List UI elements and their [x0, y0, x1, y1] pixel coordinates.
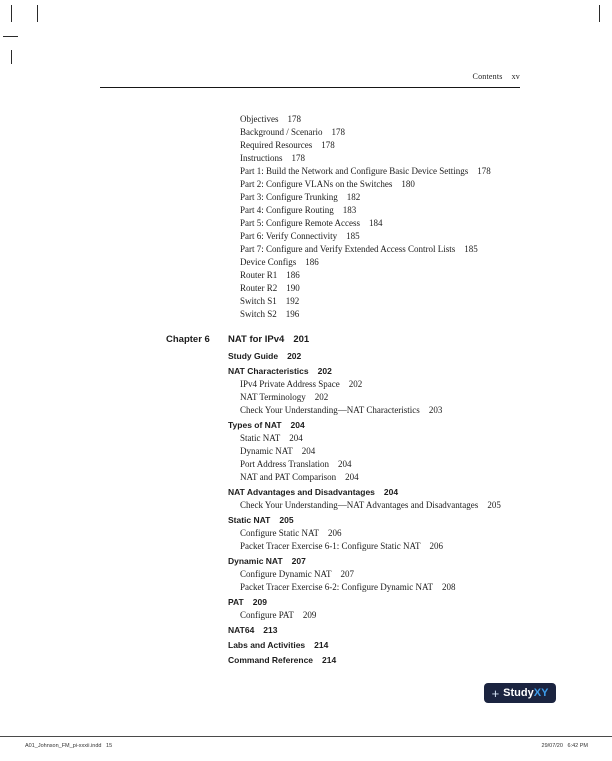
toc-entry-page-number: 202	[287, 351, 302, 361]
toc-entry-label: Configure Static NAT	[240, 528, 319, 538]
toc-entry	[240, 282, 612, 295]
toc-entry-label: Check Your Understanding—NAT Advantages and Disadvantages	[240, 500, 479, 510]
toc-entry-page-number: 208	[441, 582, 456, 592]
toc-entry-label: Router R1	[240, 270, 278, 280]
toc-section-heading	[228, 555, 612, 568]
toc-entry	[240, 139, 612, 152]
chapter-title: NAT for IPv4	[228, 334, 285, 345]
toc-entry	[240, 391, 612, 404]
toc-section-heading	[228, 624, 612, 637]
toc-entry-page-number: 204	[345, 472, 359, 482]
toc-entry	[240, 581, 612, 594]
toc-entry-page-number: 207	[340, 569, 354, 579]
toc-entry	[240, 609, 612, 622]
toc-entry	[240, 445, 612, 458]
toc-entry-label: NAT Advantages and Disadvantages	[228, 487, 375, 497]
toc-chapter-entry-list	[0, 350, 612, 667]
toc-entry-label: Static NAT	[240, 433, 281, 443]
toc-entry	[240, 152, 612, 165]
toc-entry-page-number: 196	[285, 309, 300, 319]
chapter-heading-row	[166, 333, 612, 347]
crop-mark	[599, 5, 600, 22]
toc-entry-page-number: 182	[346, 192, 361, 202]
toc-entry	[240, 204, 612, 217]
toc-entry-label: Part 3: Configure Trunking	[240, 192, 338, 202]
toc-entry-label: Device Configs	[240, 257, 297, 267]
footer-timestamp: 29/07/20 6:42 PM	[541, 743, 588, 749]
toc-entry	[240, 269, 612, 282]
toc-entry-label: Objectives	[240, 114, 279, 124]
toc-section-heading	[228, 639, 612, 652]
crop-mark	[11, 5, 12, 22]
toc-entry-page-number: 205	[487, 500, 501, 510]
toc-entry-page-number: 178	[291, 153, 305, 163]
toc-entry-label: Command Reference	[228, 655, 314, 665]
toc-entry-label: PAT	[228, 597, 244, 607]
toc-entry-page-number: 202	[314, 392, 329, 402]
toc-entry-page-number: 192	[285, 296, 300, 306]
toc-entry	[240, 256, 612, 269]
toc-entry-label: Port Address Translation	[240, 459, 330, 469]
chapter-page-number: 201	[293, 334, 310, 345]
toc-entry-page-number: 205	[279, 515, 294, 525]
toc-entry	[240, 499, 612, 512]
logo-text-accent: XY	[533, 687, 549, 699]
toc-entry-label: NAT Terminology	[240, 392, 306, 402]
toc-entry-page-number: 207	[291, 556, 306, 566]
logo-text-wrap	[503, 687, 548, 699]
crop-mark	[11, 50, 12, 64]
studyxy-logo	[484, 683, 556, 703]
toc-entry	[240, 378, 612, 391]
footer-file-slug: A01_Johnson_FM_pi-xxxii.indd 15	[25, 743, 113, 749]
toc-entry-label: NAT64	[228, 625, 255, 635]
toc-entry-page-number: 206	[429, 541, 443, 551]
toc-entry-page-number: 180	[401, 179, 415, 189]
running-head	[473, 72, 520, 81]
toc-entry	[240, 243, 612, 256]
toc-entry-page-number: 213	[263, 625, 278, 635]
toc-entry	[240, 404, 612, 417]
toc-entry-label: Part 5: Configure Remote Access	[240, 218, 360, 228]
toc-entry-page-number: 186	[305, 257, 319, 267]
toc-entry	[240, 191, 612, 204]
toc-continuation-list	[0, 113, 612, 321]
toc-entry-label: Static NAT	[228, 515, 271, 525]
toc-entry-label: Configure Dynamic NAT	[240, 569, 332, 579]
header-rule	[100, 87, 520, 88]
toc-entry-page-number: 186	[286, 270, 300, 280]
toc-entry	[240, 230, 612, 243]
toc-entry-label: Study Guide	[228, 351, 279, 361]
toc-entry	[240, 527, 612, 540]
toc-entry-page-number: 209	[302, 610, 317, 620]
toc-entry-label: Packet Tracer Exercise 6-2: Configure Dynamic NAT	[240, 582, 433, 592]
toc-entry	[240, 178, 612, 191]
running-head-page-number: xv	[511, 72, 520, 81]
toc-entry	[240, 295, 612, 308]
toc-entry-label: Part 2: Configure VLANs on the Switches	[240, 179, 393, 189]
toc-entry-label: Background / Scenario	[240, 127, 323, 137]
toc-entry	[240, 165, 612, 178]
toc-entry	[240, 540, 612, 553]
running-head-title: Contents	[472, 72, 503, 81]
toc-entry-label: NAT Characteristics	[228, 366, 309, 376]
toc-entry-page-number: 204	[289, 433, 303, 443]
toc-entry	[240, 217, 612, 230]
chapter-label: Chapter 6	[166, 334, 210, 345]
toc-entry-page-number: 185	[464, 244, 478, 254]
toc-section-heading	[228, 419, 612, 432]
toc-entry-label: Instructions	[240, 153, 283, 163]
toc-entry-page-number: 214	[314, 640, 329, 650]
plus-icon: +	[491, 685, 500, 701]
toc-entry	[240, 471, 612, 484]
table-of-contents	[0, 113, 612, 667]
toc-section-heading	[228, 350, 612, 363]
toc-entry-page-number: 204	[301, 446, 316, 456]
toc-section-heading	[228, 365, 612, 378]
crop-mark	[37, 5, 38, 22]
toc-entry-page-number: 206	[328, 528, 342, 538]
toc-entry-label: Part 4: Configure Routing	[240, 205, 334, 215]
toc-entry-page-number: 178	[477, 166, 491, 176]
toc-entry-page-number: 185	[346, 231, 360, 241]
toc-entry-label: Switch S2	[240, 309, 277, 319]
toc-entry-page-number: 190	[286, 283, 300, 293]
toc-entry-page-number: 204	[383, 487, 399, 497]
toc-entry-label: Router R2	[240, 283, 278, 293]
toc-entry-page-number: 209	[252, 597, 267, 607]
toc-section-heading	[228, 654, 612, 667]
toc-entry-label: Switch S1	[240, 296, 277, 306]
toc-entry-page-number: 203	[428, 405, 443, 415]
toc-entry-page-number: 184	[368, 218, 383, 228]
toc-entry-label: Types of NAT	[228, 420, 282, 430]
toc-entry-label: Configure PAT	[240, 610, 294, 620]
toc-entry-page-number: 178	[287, 114, 301, 124]
toc-section-heading	[228, 596, 612, 609]
toc-entry-label: Packet Tracer Exercise 6-1: Configure Static NAT	[240, 541, 421, 551]
toc-entry	[240, 458, 612, 471]
toc-entry-page-number: 178	[321, 140, 335, 150]
toc-entry	[240, 126, 612, 139]
toc-entry-page-number: 202	[348, 379, 363, 389]
toc-entry-page-number: 202	[317, 366, 332, 376]
toc-entry-label: Dynamic NAT	[240, 446, 293, 456]
toc-entry-page-number: 204	[290, 420, 305, 430]
toc-entry-label: NAT and PAT Comparison	[240, 472, 337, 482]
toc-entry-label: Part 6: Verify Connectivity	[240, 231, 338, 241]
toc-entry	[240, 568, 612, 581]
toc-entry	[240, 113, 612, 126]
crop-mark	[3, 36, 18, 37]
toc-entry-label: Part 1: Build the Network and Configure Basic Device Settings	[240, 166, 469, 176]
toc-section-heading	[228, 486, 612, 499]
toc-entry-page-number: 214	[322, 655, 337, 665]
footer-rule	[0, 736, 612, 737]
toc-entry-page-number: 183	[342, 205, 357, 215]
toc-entry-page-number: 204	[338, 459, 352, 469]
toc-section-heading	[228, 514, 612, 527]
toc-entry-label: Required Resources	[240, 140, 313, 150]
toc-entry-label: Labs and Activities	[228, 640, 306, 650]
toc-entry-label: IPv4 Private Address Space	[240, 379, 340, 389]
toc-entry-label: Check Your Understanding—NAT Characteristics	[240, 405, 420, 415]
toc-entry-label: Dynamic NAT	[228, 556, 283, 566]
toc-entry-label: Part 7: Configure and Verify Extended Access Control Lists	[240, 244, 456, 254]
toc-entry	[240, 308, 612, 321]
toc-entry	[240, 432, 612, 445]
toc-entry-page-number: 178	[331, 127, 345, 137]
logo-text-primary: Study	[503, 687, 534, 699]
